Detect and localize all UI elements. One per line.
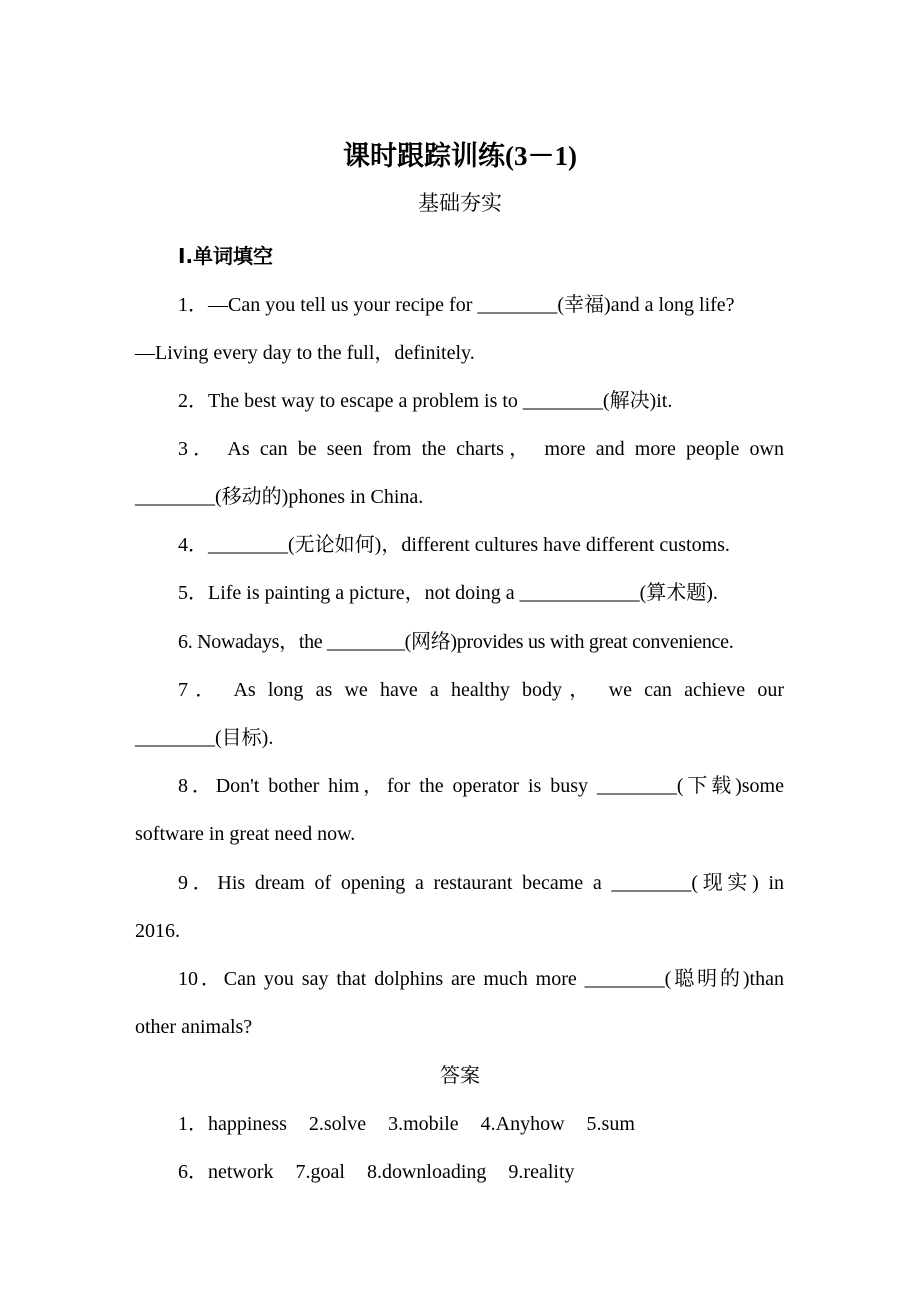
question-2: 2．The best way to escape a problem is to ________(解决)it. bbox=[178, 390, 673, 412]
question-8-line-1: 8．Don't bother him，for the operator is busy ________(下载)some bbox=[178, 775, 784, 797]
question-5: 5．Life is painting a picture，not doing a ____________(算术题). bbox=[178, 582, 718, 604]
page-title: 课时跟踪训练(3－1) bbox=[343, 141, 577, 171]
page-subtitle: 基础夯实 bbox=[418, 191, 502, 215]
question-6: 6. Nowadays，the ________(网络)provides us with great convenience. bbox=[178, 631, 734, 653]
question-7-line-2: ________(目标). bbox=[135, 727, 274, 749]
question-7-line-1: 7． As long as we have a healthy body， we can achieve our bbox=[178, 679, 784, 701]
answer-item: 5.sum bbox=[586, 1113, 635, 1135]
answer-row-2 bbox=[178, 1157, 575, 1187]
answer-item: 7.goal bbox=[295, 1161, 345, 1183]
section-heading: Ⅰ.单词填空 bbox=[178, 244, 274, 268]
answer-item: 3.mobile bbox=[388, 1113, 459, 1135]
answer-heading: 答案 bbox=[440, 1065, 480, 1087]
question-3-line-1: 3． As can be seen from the charts， more and more people own bbox=[178, 438, 784, 460]
answer-item: 9.reality bbox=[508, 1161, 575, 1183]
question-9-line-2: 2016. bbox=[135, 920, 180, 942]
answer-item: 4.Anyhow bbox=[480, 1113, 565, 1135]
answer-item: 8.downloading bbox=[366, 1161, 487, 1183]
answer-item: 2.solve bbox=[308, 1113, 367, 1135]
question-9-line-1: 9．His dream of opening a restaurant became a ________(现实) in bbox=[178, 872, 784, 894]
question-8-line-2: software in great need now. bbox=[135, 823, 356, 845]
answer-item: 1．happiness bbox=[178, 1113, 287, 1135]
question-10-line-1: 10．Can you say that dolphins are much more ________(聪明的)than bbox=[178, 968, 784, 990]
answer-item: 6．network bbox=[178, 1161, 274, 1183]
question-1-line-2: —Living every day to the full，definitely. bbox=[135, 342, 475, 364]
question-1-line-1: 1．—Can you tell us your recipe for ________(幸福)and a long life? bbox=[178, 294, 735, 316]
answer-row-1 bbox=[178, 1109, 635, 1139]
question-3-line-2: ________(移动的)phones in China. bbox=[135, 486, 424, 508]
question-4: 4．________(无论如何)，different cultures have different customs. bbox=[178, 534, 730, 556]
question-10-line-2: other animals? bbox=[135, 1016, 253, 1038]
